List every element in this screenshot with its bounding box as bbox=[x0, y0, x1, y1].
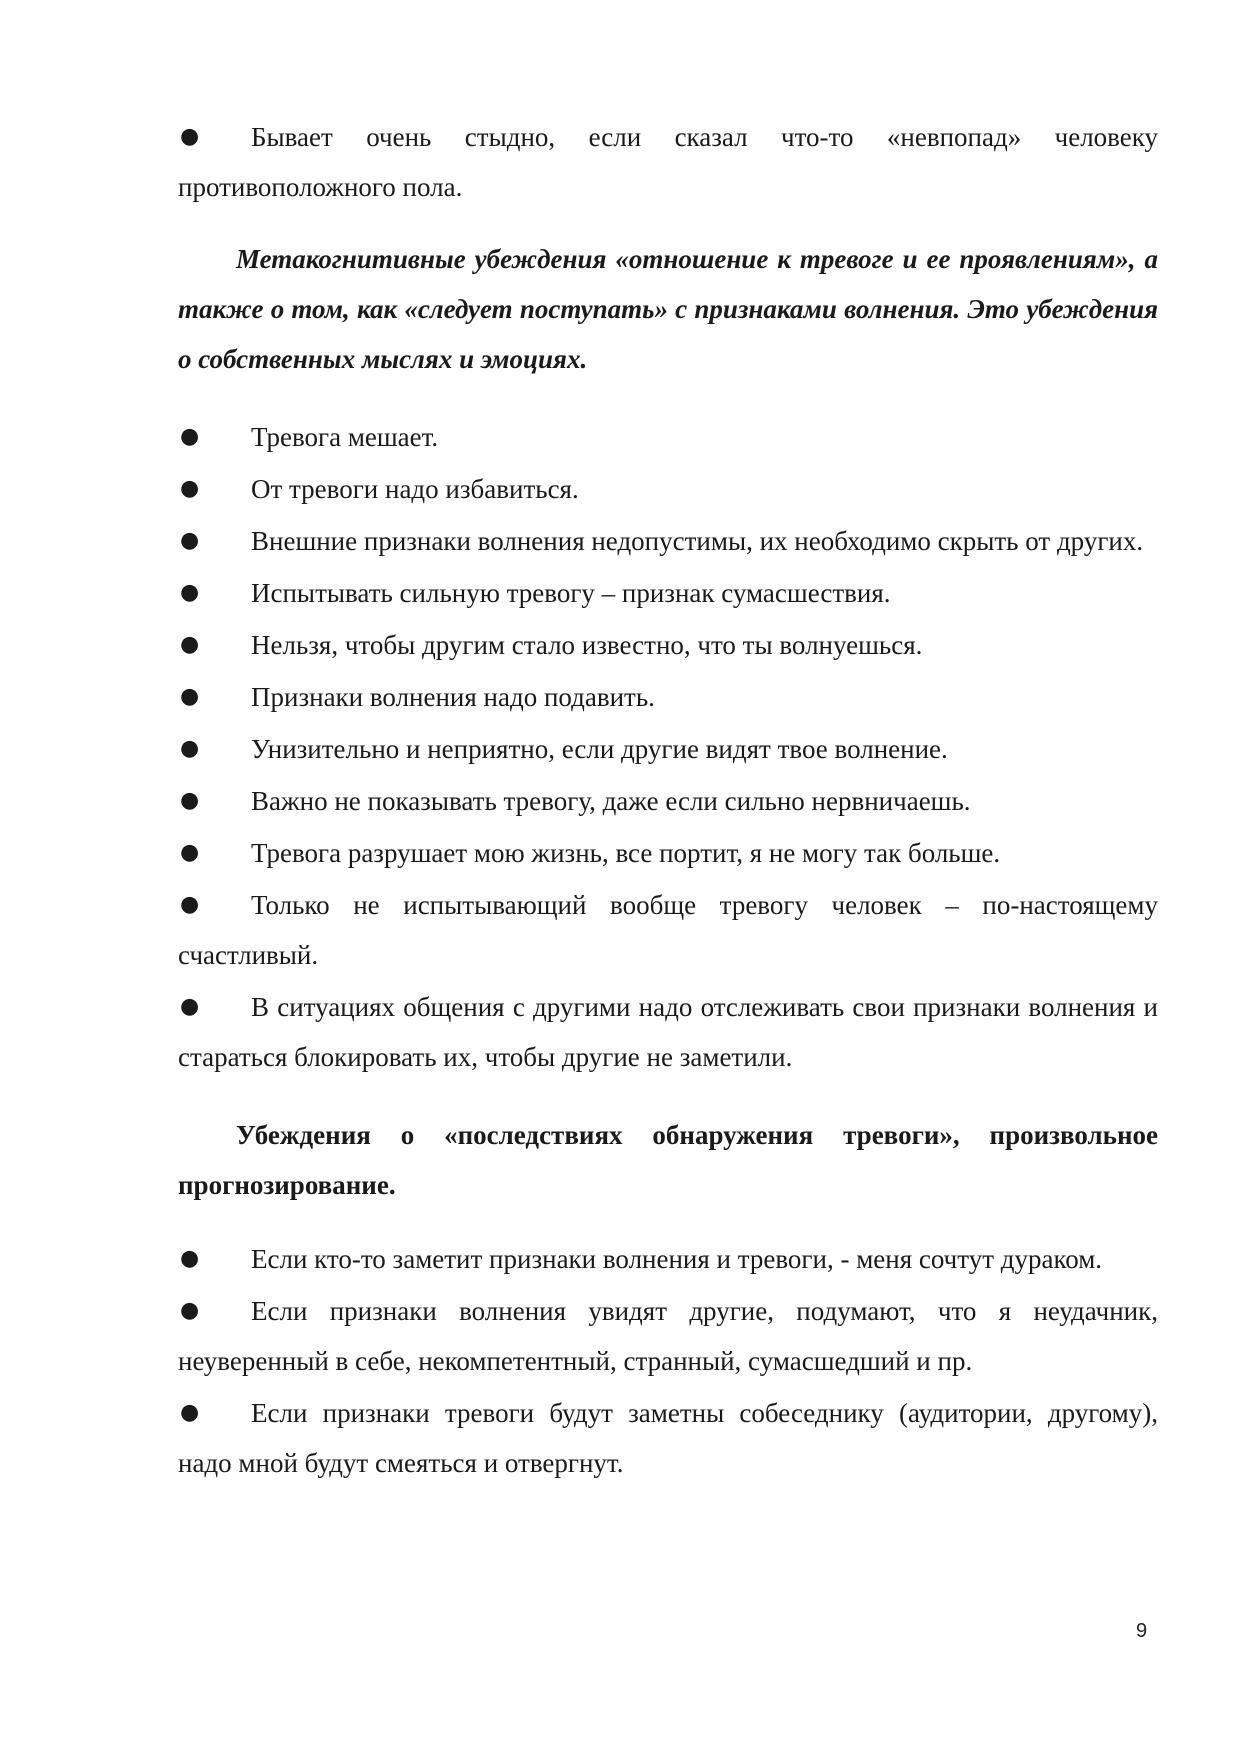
list-item: ● От тревоги надо избавиться. bbox=[178, 464, 1158, 514]
bullet-icon: ● bbox=[180, 840, 200, 865]
bullet-icon: ● bbox=[180, 684, 200, 709]
bullet-icon: ● bbox=[180, 892, 200, 917]
bullet-icon: ● bbox=[180, 476, 200, 501]
list-item: ● Тревога мешает. bbox=[178, 412, 1158, 462]
list-item: ● Если признаки волнения увидят другие, подумают, что я неудачник, неуверенный в себе, некомпетентный, странный, сумасшедший и пр. bbox=[178, 1286, 1158, 1386]
list-item: ● В ситуациях общения с другими надо отслеживать свои признаки волнения и стараться блокировать их, чтобы другие не заметили. bbox=[178, 982, 1158, 1082]
bullet-icon: ● bbox=[180, 1246, 200, 1271]
list-item: ● Испытывать сильную тревогу – признак сумасшествия. bbox=[178, 568, 1158, 618]
list-item: ● Внешние признаки волнения недопустимы, их необходимо скрыть от других. bbox=[178, 516, 1158, 566]
list-item: ● Унизительно и неприятно, если другие видят твое волнение. bbox=[178, 724, 1158, 774]
bullet-icon: ● bbox=[180, 1400, 200, 1425]
bullet-icon: ● bbox=[180, 736, 200, 761]
bullet-icon: ● bbox=[180, 580, 200, 605]
page-number: 9 bbox=[1136, 1620, 1148, 1642]
document-page bbox=[178, 112, 1158, 1490]
list-item: ● Тревога разрушает мою жизнь, все портит, я не могу так больше. bbox=[178, 828, 1158, 878]
bullet-icon: ● bbox=[180, 788, 200, 813]
list-item: ● Важно не показывать тревогу, даже если сильно нервничаешь. bbox=[178, 776, 1158, 826]
bullet-icon: ● bbox=[180, 994, 200, 1019]
list-item: ● Если признаки тревоги будут заметны собеседнику (аудитории, другому), надо мной будут смеяться и отвергнут. bbox=[178, 1388, 1158, 1488]
bullet-icon: ● bbox=[180, 1298, 200, 1323]
section-heading-consequences: Убеждения о «последствиях обнаружения тревоги», произвольное прогнозирование. bbox=[178, 1120, 1158, 1200]
section-heading-metacognitive: Метакогнитивные убеждения «отношение к тревоге и ее проявлениям», а также о том, как «следует поступать» с признаками волнения. Это убеждения о собственных мыслях и эмоциях. bbox=[178, 244, 1158, 374]
bullet-icon: ● bbox=[180, 424, 200, 449]
bullet-icon: ● bbox=[180, 632, 200, 657]
list-item: ● Если кто-то заметит признаки волнения и тревоги, - меня сочтут дураком. bbox=[178, 1234, 1158, 1284]
list-item: ● Нельзя, чтобы другим стало известно, что ты волнуешься. bbox=[178, 620, 1158, 670]
list-item: ● Признаки волнения надо подавить. bbox=[178, 672, 1158, 722]
list-item: ● Бывает очень стыдно, если сказал что-то «невпопад» человеку противоположного пола. bbox=[178, 112, 1158, 212]
list-item: ● Только не испытывающий вообще тревогу человек – по-настоящему счастливый. bbox=[178, 880, 1158, 980]
bullet-icon: ● bbox=[180, 124, 200, 149]
bullet-icon: ● bbox=[180, 528, 200, 553]
